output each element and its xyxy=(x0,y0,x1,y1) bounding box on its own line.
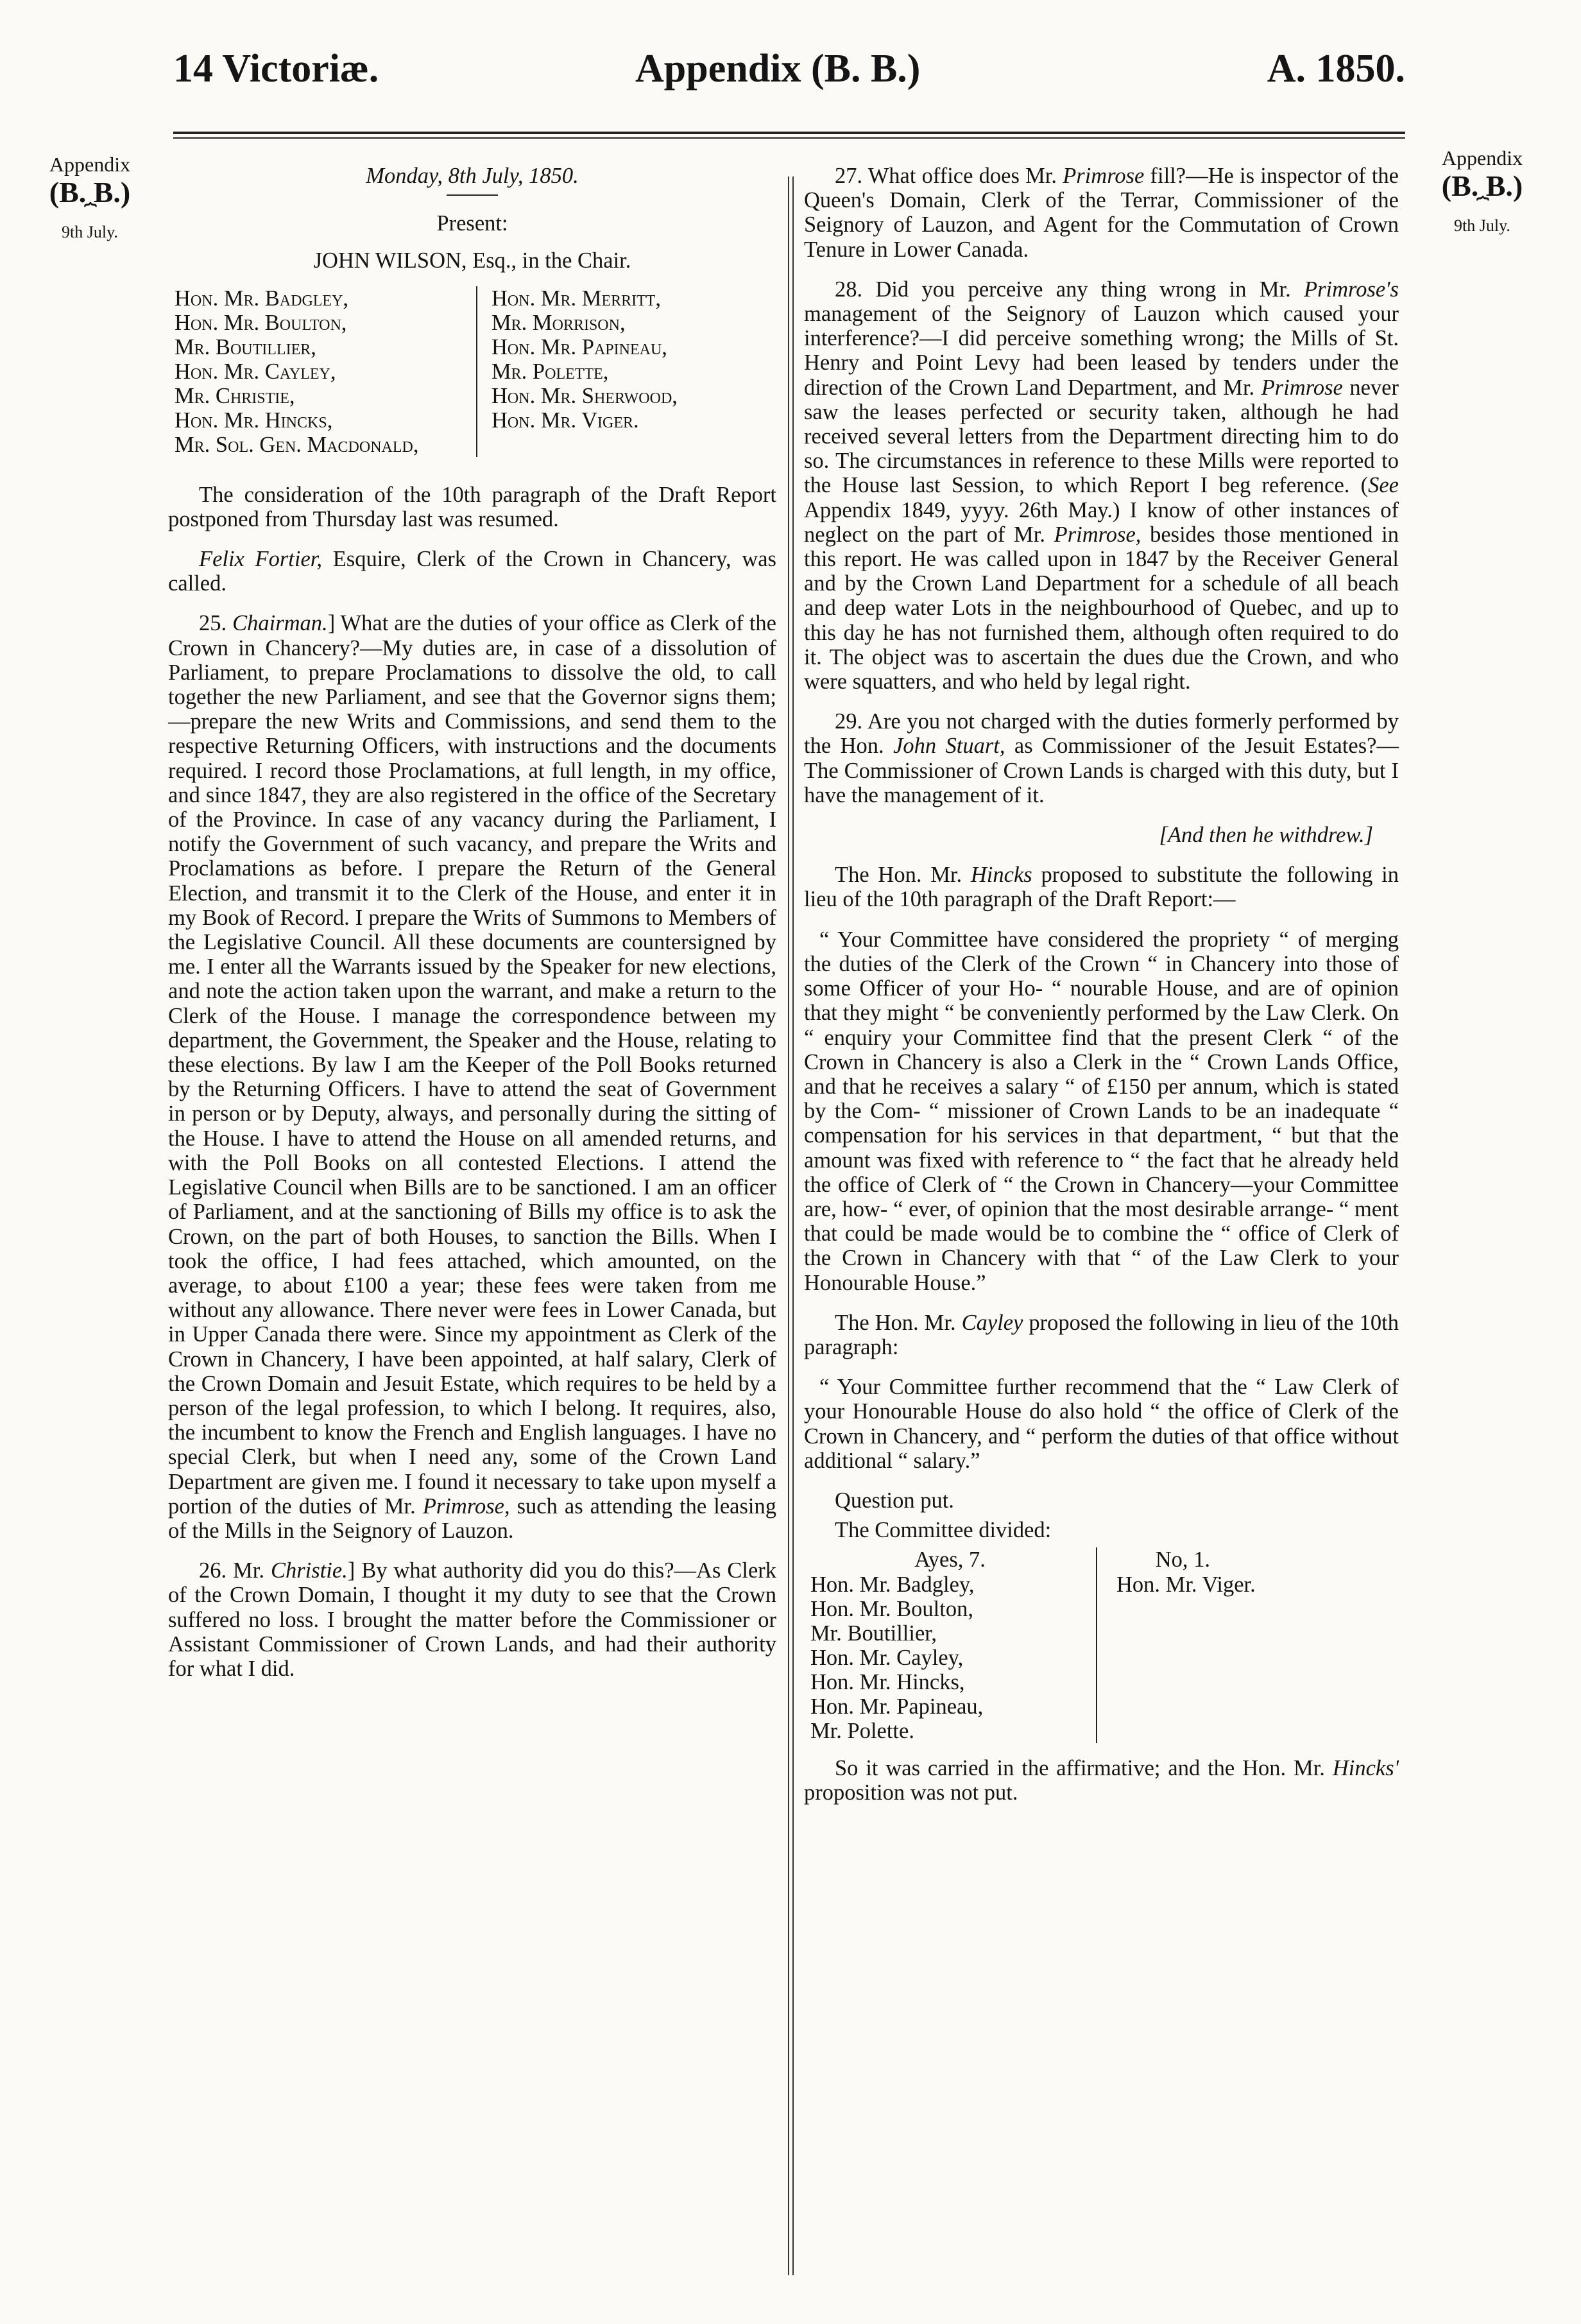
column-rule xyxy=(788,176,789,2275)
margin-note-date: 9th July. xyxy=(62,223,118,241)
aye-member: Hon. Mr. Hincks, xyxy=(810,1669,965,1694)
margin-brace: ⏞ xyxy=(1476,197,1489,221)
r-text: proposition was not put. xyxy=(804,1780,1018,1805)
r-text: So it was carried in the affirmative; and the Hon. Mr. xyxy=(835,1755,1333,1780)
aye-member: Mr. Polette. xyxy=(810,1718,914,1743)
question-26 xyxy=(168,1558,776,1681)
member: Mr. Morrison, xyxy=(491,310,626,335)
q-text-end: such as attending the leasing of the Mills in the Seignory of Lauzon. xyxy=(168,1493,776,1543)
paragraph-witness-called xyxy=(168,547,776,596)
aye-member: Hon. Mr. Cayley, xyxy=(810,1645,964,1670)
ayes-header: Ayes, 7. xyxy=(914,1547,986,1572)
q-number: 26. Mr. xyxy=(199,1558,271,1583)
question-28 xyxy=(804,277,1399,694)
meeting-date: Monday, 8th July, 1850. xyxy=(366,164,579,188)
noes-list xyxy=(1110,1572,1256,1597)
members-list xyxy=(175,286,776,457)
q-text: fill?—He is inspector of the Queen's Domain, Clerk of the Terrar, Commissioner of the Seignory of Lauzon, and Agent for the Commutation of Crown Tenure in Lower Canada. xyxy=(804,164,1399,262)
member: Hon. Mr. Cayley, xyxy=(175,359,336,384)
q-number: 25. xyxy=(199,611,233,636)
aye-member: Hon. Mr. Boulton, xyxy=(810,1596,973,1621)
header-session: 14 Victoriæ. xyxy=(173,47,379,90)
column-rule xyxy=(792,176,794,2275)
margin-note-label: Appendix xyxy=(1441,146,1523,169)
member: Hon. Mr. Badgley, xyxy=(175,286,349,311)
result xyxy=(804,1756,1399,1805)
division-table xyxy=(804,1547,1399,1743)
member: Hon. Mr. Sherwood, xyxy=(491,383,678,408)
q-name: John Stuart, xyxy=(893,734,1005,759)
q-name: Primrose xyxy=(1063,164,1145,188)
left-column xyxy=(168,164,776,1696)
p-text: The Hon. Mr. xyxy=(835,1310,962,1335)
member: Mr. Sol. Gen. Macdonald, xyxy=(175,432,419,457)
cayley-quote-block xyxy=(804,1375,1399,1473)
hincks-quote-block xyxy=(804,927,1399,1295)
aye-member: Hon. Mr. Papineau, xyxy=(810,1694,984,1719)
q-speaker: Chairman. xyxy=(232,611,328,636)
member: Mr. Boutillier, xyxy=(175,334,316,359)
q-text: as Commissioner of the Jesuit Estates?—The Commissioner of Crown Lands is charged with this duty, but I have the management of it. xyxy=(804,734,1399,807)
r-name: Hincks' xyxy=(1332,1755,1399,1780)
member: Hon. Mr. Papineau, xyxy=(491,334,667,359)
committee-divided: The Committee divided: xyxy=(835,1518,1052,1543)
noes-header: No, 1. xyxy=(1155,1547,1211,1572)
cayley-quote: “ Your Committee further recommend that the “ Law Clerk of your Honourable House do also hold “ the office of Clerk of the Crown in Chancery, and “ perform the duties of that office without additional “ salary.” xyxy=(804,1375,1399,1473)
margin-note-right xyxy=(1412,146,1553,236)
question-29 xyxy=(804,709,1399,807)
member: Mr. Christie, xyxy=(175,383,295,408)
header-appendix: Appendix (B. B.) xyxy=(635,47,921,90)
member: Hon. Mr. Viger. xyxy=(491,408,639,433)
q-text: besides those mentioned in this report. He was called upon in 1847 by the Receiver General and by the Crown Land Department for a schedule of all beach and deep water Lots in the neighbourhood of Quebec, and up to this day he has not furnished them, although often required to do it. The object was to ascertain the dues due the Crown, and who were squatters, and who held by legal right. xyxy=(804,522,1399,694)
member: Hon. Mr. Boulton, xyxy=(175,310,347,335)
chair-line: JOHN WILSON, Esq., in the Chair. xyxy=(313,248,631,273)
q-name: Primrose, xyxy=(422,1493,510,1519)
q-speaker: Christie. xyxy=(270,1558,348,1583)
margin-note-ref: (B. B.) xyxy=(49,176,131,209)
hincks-quote: “ Your Committee have considered the propriety “ of merging the duties of the Clerk of the Crown “ in Chancery into those of some Officer of your Ho- “ nourable House, and are of opinion that they might “ be conveniently performed by the Law Clerk. On “ enquiry your Committee find that the present Clerk “ of the Crown in Chancery is also a Clerk in the “ Crown Lands Office, and that he receives a salary “ of £150 per annum, which is stated by the Com- “ missioner of Crown Lands to be an inadequate “ compensation for his services in that department, “ but that the amount was fixed with reference to “ the fact that he already held the office of Clerk of “ the Crown in Chancery—your Committee are, how- “ ever, of opinion that the most desirable arrange- “ ment that could be made would be to combine the “ office of Clerk of the Crown in Chancery with that “ of the Law Clerk to your Honourable House.” xyxy=(804,927,1399,1295)
question-25 xyxy=(168,611,776,1543)
right-column xyxy=(804,164,1399,1820)
q-text: never saw the leases perfected or security taken, although he had received several letters from the Department directing him to do so. The circumstances in reference to these Mills were reported to the House last Session, to which Report I beg reference. ( xyxy=(804,375,1399,498)
question-27 xyxy=(804,164,1399,262)
p-text: The Hon. Mr. xyxy=(835,863,971,888)
running-header xyxy=(173,46,1405,104)
margin-note-ref: (B. B.) xyxy=(1441,169,1523,202)
p-text: proposed the following in lieu of the 10th paragraph: xyxy=(804,1310,1399,1359)
aye-member: Hon. Mr. Badgley, xyxy=(810,1572,975,1597)
witness-name: Felix Fortier, xyxy=(199,547,323,572)
q-text: 29. Are you not charged with the duties formerly performed by the Hon. xyxy=(804,709,1399,759)
paragraph-resumed: The consideration of the 10th paragraph of the Draft Report postponed from Thursday last was resumed. xyxy=(168,482,776,531)
withdrew-note: [And then he withdrew.] xyxy=(1159,823,1373,848)
q-text: management of the Seignory of Lauzon which caused your interference?—I did perceive something wrong; the Mills of St. Henry and Point Levy had been leased by tenders under the direction of the Crown Land Department, and Mr. xyxy=(804,302,1399,400)
member: Mr. Polette, xyxy=(491,359,609,384)
q-text: Appendix 1849, yyyy. 26th May.) I know of other instances of neglect on the part of Mr. xyxy=(804,497,1399,547)
q-text: ] By what authority did you do this?—As Clerk of the Crown Domain, I thought it my duty to see that the Crown suffered no loss. I brought the matter before the Commissioner or Assistant Commissioner of Crown Lands, and had their authority for what I did. xyxy=(168,1558,776,1681)
q-see: See xyxy=(1368,473,1399,498)
q-text: ] What are the duties of your office as Clerk of the Crown in Chancery?—My duties are, in case of a dissolution of Parliament, to prepare Proclamations to dissolve the old, to call together the new Parliament, and see that the Governor signs them;—prepare the new Writs and Commissions, and send them to the respective Returning Officers, with instructions and the documents required. I record those Proclamations, at full length, in my office, and since 1847, they are also registered in the office of the Secretary of the Province. In case of any vacancy during the Parliament, I notify the Government of such vacancy, and prepare the Writs and Proclamations as before. I prepare the Return of the General Election, and transmit it to the Clerk of the House, and enter it in my Book of Record. I prepare the Writs of Summons to Members of the Legislative Council. All these documents are countersigned by me. I enter all the Warrants issued by the Speaker for new elections, and note the action taken upon the warrant, and make a return to the Clerk of the House. I manage the correspondence between my department, the Government, the Speaker and the House, relating to these elections. By law I am the Keeper of the Poll Books returned by the Returning Officers. I have to attend the seat of Government in person or by Deputy, always, and personally during the sitting of the House. I have to attend the House on all amended returns, and with the Poll Books on all contested Elections. I attend the Legislative Council when Bills are to be sanctioned. I am an officer of Parliament, and at the sanctioning of Bills my office is to ask the Crown, on the part of both Houses, to sanction the Bills. When I took the office, I had fees attached, which amounted, on the average, to about £100 a year; these fees were taken from me without any allowance. There never were fees in Lower Canada, but in Upper Canada there were. Since my appointment as Clerk of the Crown in Chancery, I have been appointed, at half salary, Clerk of the Crown Domain and Jesuit Estate, which requires to be held by a person of the legal profession, to which I belong. It requires, also, the incumbent to know the French and English languages. I have no special Clerk, but when I need any, some of the Crown Land Department are given me. I found it necessary to take upon myself a portion of the duties of Mr. xyxy=(168,611,776,1519)
header-rule-thin xyxy=(173,137,1405,139)
q-name: Primrose's xyxy=(1304,277,1399,302)
question-put: Question put. xyxy=(835,1488,954,1513)
header-rule-thick xyxy=(173,132,1405,134)
no-member: Hon. Mr. Viger. xyxy=(1116,1572,1256,1597)
witness-text: Esquire, Clerk of the Crown in Chancery, was called. xyxy=(168,547,776,596)
q-text: 28. Did you perceive any thing wrong in Mr. xyxy=(835,277,1304,302)
member: Hon. Mr. Hincks, xyxy=(175,408,333,433)
header-year: A. 1850. xyxy=(1267,47,1405,90)
margin-note-left xyxy=(26,153,154,242)
q-text: 27. What office does Mr. xyxy=(835,164,1063,188)
members-col-2 xyxy=(477,286,678,457)
cayley-proposal xyxy=(804,1311,1399,1359)
ayes-list xyxy=(804,1572,1096,1743)
q-name: Primrose, xyxy=(1054,522,1141,547)
p-name: Cayley xyxy=(961,1310,1023,1335)
margin-note-label: Appendix xyxy=(49,153,131,176)
noes-column xyxy=(1097,1547,1256,1743)
margin-brace: ⏞ xyxy=(83,203,96,227)
p-text: proposed to substitute the following in lieu of the 10th paragraph of the Draft Report:— xyxy=(804,863,1399,912)
ayes-column xyxy=(804,1547,1097,1743)
aye-member: Mr. Boutillier, xyxy=(810,1621,937,1646)
member: Hon. Mr. Merritt, xyxy=(491,286,662,311)
members-col-1 xyxy=(175,286,477,457)
q-name: Primrose xyxy=(1261,375,1343,400)
divider xyxy=(447,194,498,196)
margin-note-date: 9th July. xyxy=(1454,216,1510,235)
present-heading: Present: xyxy=(436,211,508,236)
p-name: Hincks xyxy=(970,863,1032,888)
hincks-proposal xyxy=(804,863,1399,911)
